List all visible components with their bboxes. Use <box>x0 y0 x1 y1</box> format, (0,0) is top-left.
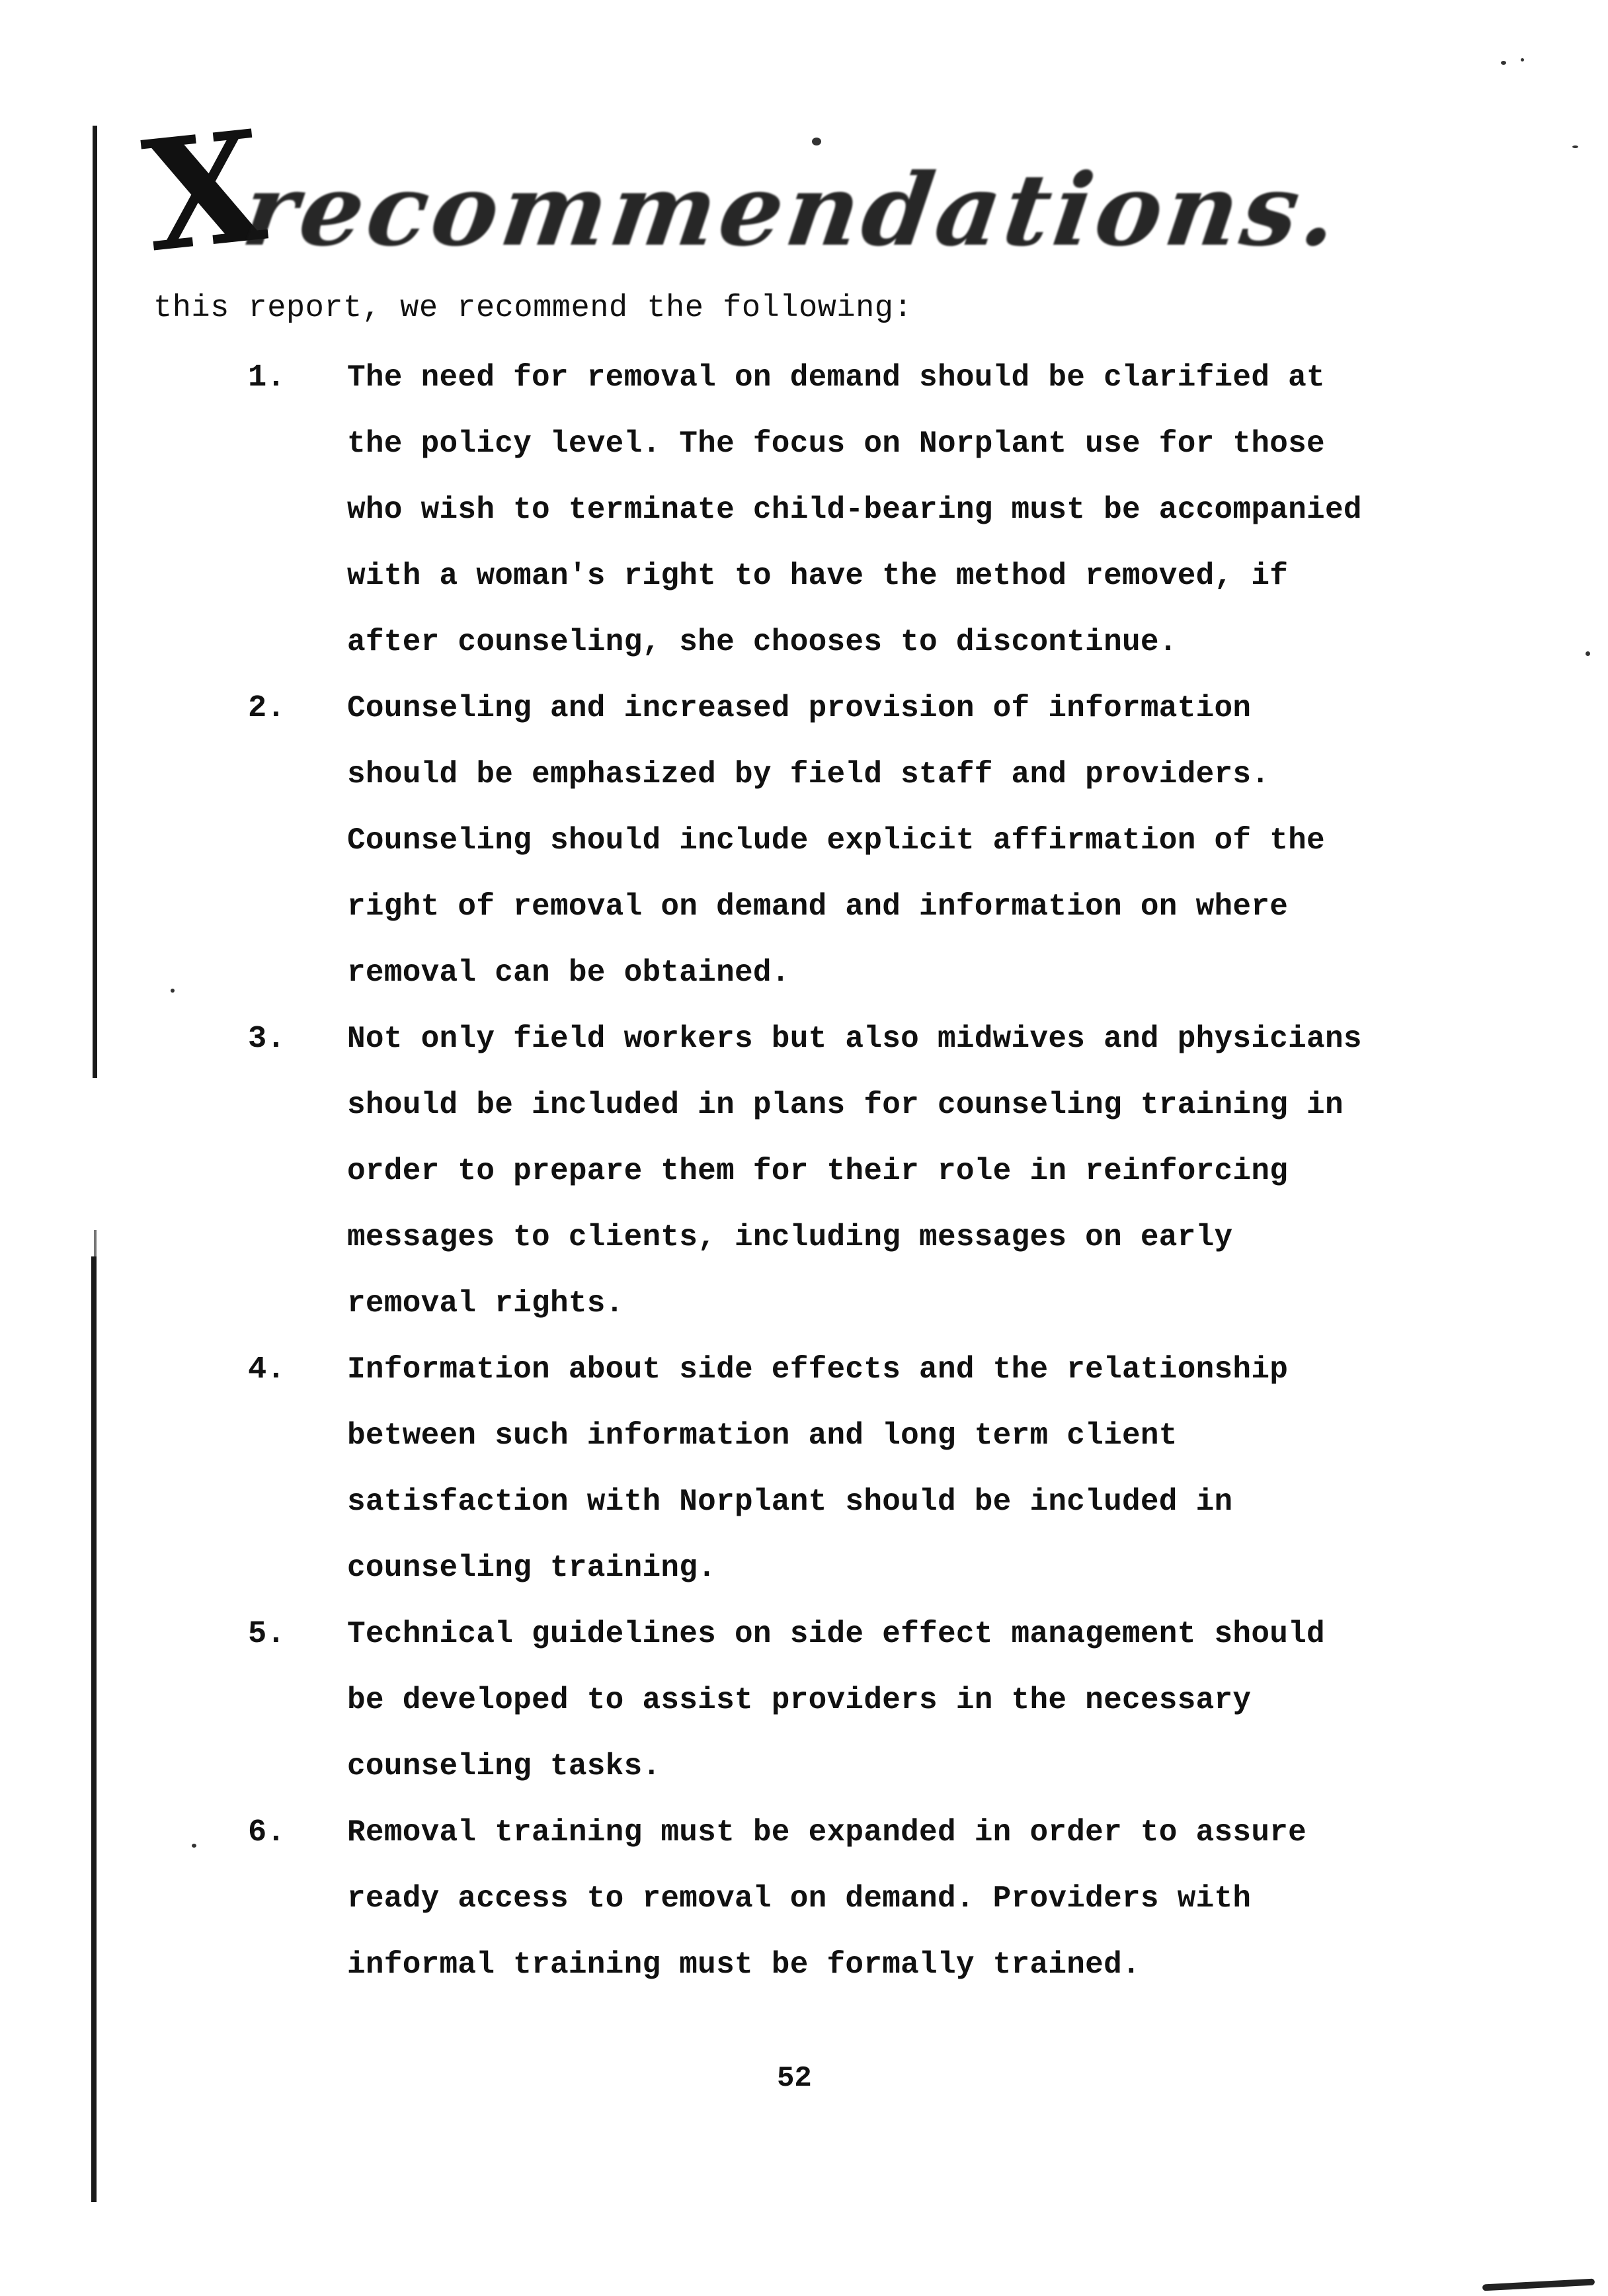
scan-left-border <box>94 1230 97 1256</box>
recommendation-text-line: informal training must be formally trained. <box>347 1948 1141 1982</box>
recommendation-text-line: should be included in plans for counseling training in <box>347 1088 1344 1122</box>
recommendation-text-line: right of removal on demand and information on where <box>347 889 1289 924</box>
recommendation-text-line: removal rights. <box>347 1286 624 1321</box>
recommendation-number: 6. <box>248 1815 286 1850</box>
recommendation-text-line: messages to clients, including messages on early <box>347 1220 1233 1254</box>
recommendation-number: 5. <box>248 1617 286 1652</box>
recommendation-text-line: Technical guidelines on side effect management should <box>347 1617 1325 1651</box>
handwritten-x-mark: X <box>136 97 273 287</box>
intro-sentence: this report, we recommend the following: <box>153 291 913 326</box>
recommendation-text-line: Counseling and increased provision of information <box>347 691 1252 725</box>
recommendation-text-line: counseling training. <box>347 1551 717 1585</box>
recommendation-text-line: the policy level. The focus on Norplant use for those <box>347 427 1325 461</box>
recommendation-text-line: Removal training must be expanded in order to assure <box>347 1815 1307 1850</box>
recommendation-number: 1. <box>248 360 286 395</box>
recommendation-text-line: be developed to assist providers in the necessary <box>347 1683 1252 1717</box>
recommendation-text-line: counseling tasks. <box>347 1749 661 1784</box>
recommendation-text-line: Information about side effects and the relationship <box>347 1352 1289 1387</box>
scan-speck <box>192 1844 196 1848</box>
heading-handwritten-text: recommendations. <box>236 152 1349 268</box>
recommendation-text-line: removal can be obtained. <box>347 956 790 990</box>
scan-corner-smudge <box>1482 2279 1595 2291</box>
scan-left-border <box>91 1256 97 2202</box>
scan-speck <box>1521 58 1524 62</box>
scan-speck <box>1586 651 1590 656</box>
recommendation-text-line: satisfaction with Norplant should be included in <box>347 1485 1233 1519</box>
recommendation-text-line: should be emphasized by field staff and providers. <box>347 757 1270 792</box>
recommendation-text-line: who wish to terminate child-bearing must be accompanied <box>347 493 1362 527</box>
scan-speck <box>1501 61 1506 65</box>
handwritten-heading <box>136 97 1349 288</box>
scan-speck <box>1572 145 1578 148</box>
recommendation-text-line: between such information and long term client <box>347 1418 1178 1453</box>
recommendation-text-line: after counseling, she chooses to discontinue. <box>347 625 1178 659</box>
recommendation-text-line: with a woman's right to have the method removed, if <box>347 559 1289 593</box>
page-number: 52 <box>777 2062 812 2095</box>
recommendation-text-line: The need for removal on demand should be clarified at <box>347 360 1325 395</box>
scan-left-border <box>93 126 97 1078</box>
recommendation-number: 2. <box>248 691 286 726</box>
recommendation-text-line: ready access to removal on demand. Providers with <box>347 1881 1252 1916</box>
scan-speck <box>171 989 175 993</box>
recommendation-number: 4. <box>248 1352 286 1387</box>
recommendation-text-line: order to prepare them for their role in reinforcing <box>347 1154 1289 1188</box>
recommendation-text-line: Not only field workers but also midwives and physicians <box>347 1022 1362 1056</box>
recommendation-text-line: Counseling should include explicit affirmation of the <box>347 823 1325 858</box>
recommendation-number: 3. <box>248 1022 286 1057</box>
